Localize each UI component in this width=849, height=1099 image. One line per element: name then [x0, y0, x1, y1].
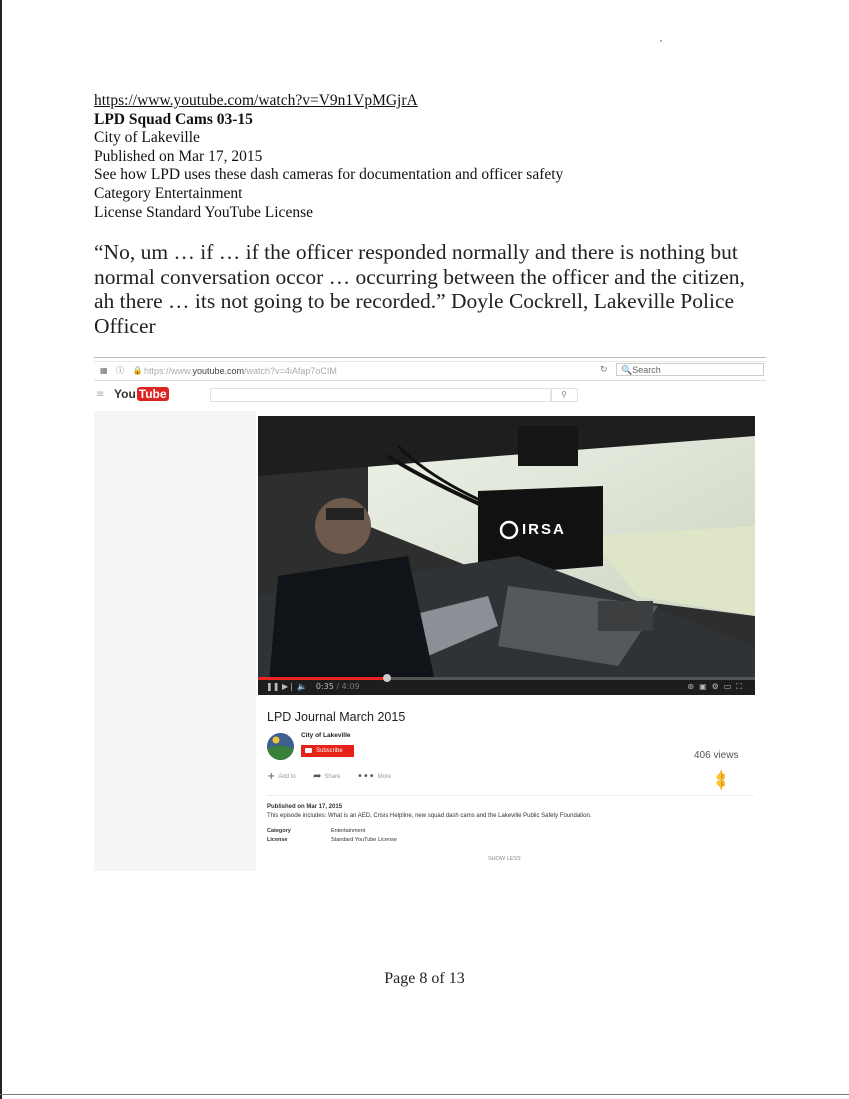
youtube-search-input[interactable] — [210, 388, 552, 402]
page-number: Page 8 of 13 — [384, 970, 465, 987]
description-text: This episode includes: What is an AED, Crisis Helpline, new squad dash cams and the Lakeville Public Safety Foundation. — [267, 812, 592, 819]
total-time: / 4:09 — [336, 682, 360, 691]
thumbs-up-icon[interactable]: 👍 — [715, 771, 733, 781]
lakeville-logo-icon — [267, 733, 294, 760]
video-player[interactable] — [258, 416, 755, 695]
gear-icon[interactable]: ⚙ — [711, 682, 724, 691]
category-value[interactable]: Entertainment — [331, 828, 366, 834]
youtube-video-title: LPD Journal March 2015 — [267, 710, 406, 724]
video-title-heading: LPD Squad Cams 03-15 — [94, 110, 253, 128]
view-count: 406 views — [694, 750, 739, 761]
scan-speck — [660, 40, 662, 42]
thumbs-down-icon[interactable]: 👎 — [715, 781, 733, 791]
plus-icon: + — [267, 771, 276, 782]
reload-icon[interactable]: ↻ — [600, 365, 608, 375]
pause-icon[interactable]: ❚❚ — [266, 682, 280, 691]
published-date: Published on Mar 17, 2015 — [94, 147, 263, 165]
youtube-logo[interactable]: You Tube — [114, 387, 167, 401]
browser-search-field[interactable]: 🔍Search — [616, 363, 764, 376]
playback-controls — [266, 682, 360, 691]
more-button[interactable]: ••• More — [357, 771, 392, 782]
browser-address-bar — [94, 361, 766, 381]
youtube-header — [94, 383, 766, 409]
subscribe-button[interactable]: Subscribe — [301, 745, 354, 757]
progress-bar[interactable] — [258, 677, 755, 680]
description-box — [267, 803, 757, 820]
description-divider — [267, 795, 754, 796]
category-label: Category — [267, 828, 291, 834]
fullscreen-icon[interactable]: ⛶ — [736, 682, 747, 691]
theater-icon[interactable]: ▭ — [723, 682, 737, 691]
video-category: Category Entertainment — [94, 184, 243, 202]
progress-fill — [258, 677, 387, 680]
description-published: Published on Mar 17, 2015 — [267, 804, 343, 810]
scan-edge-bottom — [0, 1094, 849, 1095]
license-value: Standard YouTube License — [331, 837, 397, 843]
player-settings — [687, 682, 747, 692]
youtube-play-icon — [305, 748, 312, 753]
captions-icon[interactable]: ▣ — [699, 682, 712, 691]
channel-name: City of Lakeville — [94, 129, 200, 147]
next-icon[interactable]: ▶❘ — [281, 682, 295, 691]
youtube-screenshot — [94, 355, 766, 875]
video-citation — [94, 92, 774, 222]
channel-link[interactable]: City of Lakeville — [301, 732, 351, 739]
player-controls — [258, 677, 755, 695]
lock-icon: ▦ ⓘ 🔒 — [100, 366, 146, 375]
video-description: See how LPD uses these dash cameras for documentation and officer safety — [94, 166, 564, 184]
progress-knob[interactable] — [383, 674, 391, 682]
volume-icon[interactable]: 🔈 — [297, 682, 308, 691]
rating — [715, 771, 747, 791]
current-time: 0:35 — [315, 682, 334, 691]
license-label: License — [267, 837, 288, 843]
menu-icon[interactable]: ≡ — [96, 389, 105, 400]
share-icon: ➦ — [313, 771, 322, 782]
officer-quote: “No, um … if … if the officer responded normally and there is nothing but normal conversation occor … occurring between the officer and the citizen, ah there … its not going to be recorded.” Doyle Cockrell, Lakeville Police Officer — [94, 240, 745, 338]
share-button[interactable]: ➦ Share — [313, 771, 341, 782]
add-to-button[interactable]: + Add to — [267, 771, 296, 782]
video-frame — [258, 416, 755, 695]
address-url[interactable]: https://www.youtube.com/watch?v=4iAfap7oCIM — [144, 366, 337, 376]
camera-brand-label: IRSA — [522, 521, 566, 538]
left-sidebar — [94, 411, 256, 871]
show-less-button[interactable]: SHOW LESS — [488, 856, 521, 862]
action-row — [267, 771, 747, 791]
ellipsis-icon: ••• — [357, 771, 375, 782]
video-license: License Standard YouTube License — [94, 203, 313, 221]
video-url-link[interactable]: https://www.youtube.com/watch?v=V9n1VpMGjrA — [94, 92, 418, 109]
avatar[interactable] — [267, 733, 294, 760]
scan-edge — [0, 0, 2, 1099]
search-icon[interactable]: ⚲ — [550, 388, 578, 402]
screenshot-border — [94, 357, 766, 358]
autoplay-icon[interactable]: ⊛ — [687, 682, 700, 691]
